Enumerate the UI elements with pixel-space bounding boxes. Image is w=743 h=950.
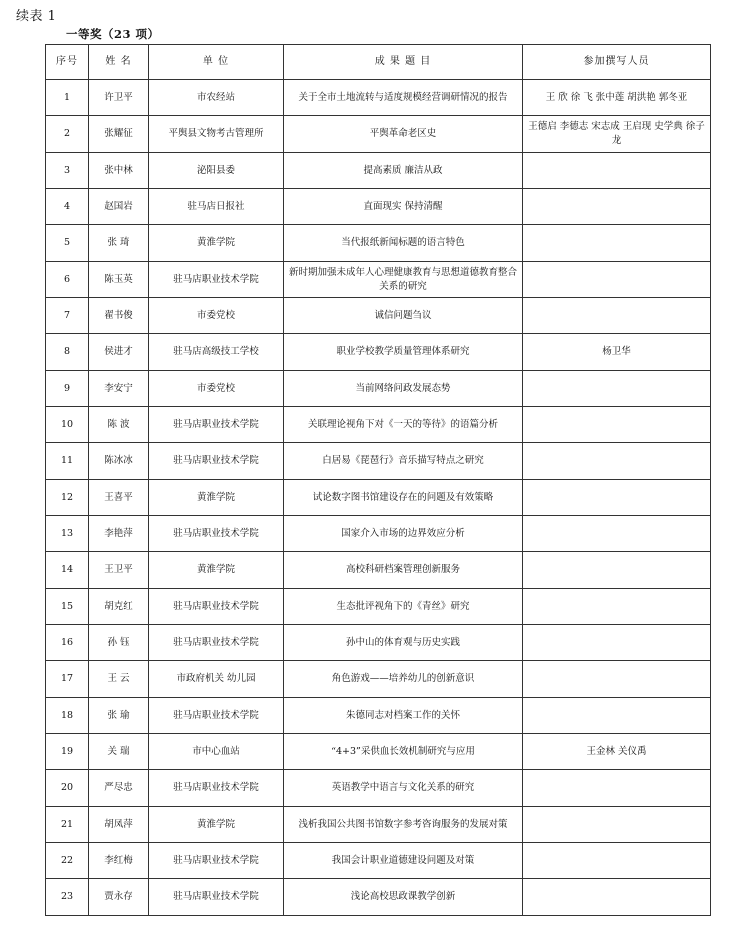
author-name-cell: 张中林 — [89, 153, 149, 189]
author-unit-cell: 黄淮学院 — [149, 807, 284, 843]
author-name-cell: 张耀征 — [89, 116, 149, 153]
table-row — [46, 298, 711, 334]
author-unit-cell: 黄淮学院 — [149, 480, 284, 516]
row-number-cell: 17 — [46, 661, 89, 698]
result-title-cell: 白居易《琵琶行》音乐描写特点之研究 — [284, 443, 523, 480]
result-title-cell: 我国会计职业道德建设问题及对策 — [284, 843, 523, 879]
result-title-cell: 浅论高校思政课教学创新 — [284, 879, 523, 916]
coauthors-cell: 王 欣 徐 飞 张中莲 胡洪艳 郭冬亚 — [523, 80, 711, 116]
author-name-cell: 孙 钰 — [89, 625, 149, 661]
table-row — [46, 407, 711, 443]
table-caption: 续表 1 — [16, 9, 57, 24]
author-unit-cell: 黄淮学院 — [149, 552, 284, 589]
row-number-cell: 7 — [46, 298, 89, 334]
coauthors-cell — [523, 189, 711, 225]
row-number-cell: 20 — [46, 770, 89, 807]
author-unit-cell: 驻马店职业技术学院 — [149, 407, 284, 443]
coauthors-cell — [523, 371, 711, 407]
award-table — [45, 44, 711, 916]
row-number-cell: 5 — [46, 225, 89, 262]
author-unit-cell: 市政府机关 幼儿园 — [149, 661, 284, 698]
table-row — [46, 552, 711, 589]
table-row — [46, 334, 711, 371]
coauthors-cell — [523, 480, 711, 516]
author-unit-cell: 驻马店职业技术学院 — [149, 698, 284, 734]
coauthors-cell — [523, 225, 711, 262]
coauthors-cell — [523, 625, 711, 661]
table-row — [46, 625, 711, 661]
result-title-cell: 当代报纸新闻标题的语言特色 — [284, 225, 523, 262]
author-unit-cell: 驻马店职业技术学院 — [149, 625, 284, 661]
author-name-cell: 王喜平 — [89, 480, 149, 516]
table-row — [46, 262, 711, 298]
table-row — [46, 443, 711, 480]
result-title-cell: 高校科研档案管理创新服务 — [284, 552, 523, 589]
row-number-cell: 12 — [46, 480, 89, 516]
author-unit-cell: 市委党校 — [149, 298, 284, 334]
header-title: 成 果 题 目 — [284, 45, 523, 80]
coauthors-cell — [523, 153, 711, 189]
author-name-cell: 陈玉英 — [89, 262, 149, 298]
author-unit-cell: 黄淮学院 — [149, 225, 284, 262]
row-number-cell: 22 — [46, 843, 89, 879]
author-unit-cell: 驻马店高级技工学校 — [149, 334, 284, 371]
row-number-cell: 10 — [46, 407, 89, 443]
coauthors-cell: 杨卫华 — [523, 334, 711, 371]
table-row — [46, 807, 711, 843]
row-number-cell: 14 — [46, 552, 89, 589]
award-level-heading: 一等奖（23 项） — [66, 27, 160, 41]
header-coauthors: 参加撰写人员 — [523, 45, 711, 80]
author-name-cell: 陈冰冰 — [89, 443, 149, 480]
table-row — [46, 480, 711, 516]
row-number-cell: 4 — [46, 189, 89, 225]
table-row — [46, 80, 711, 116]
author-name-cell: 严尽忠 — [89, 770, 149, 807]
row-number-cell: 19 — [46, 734, 89, 770]
coauthors-cell — [523, 407, 711, 443]
result-title-cell: 英语教学中语言与文化关系的研究 — [284, 770, 523, 807]
author-unit-cell: 驻马店职业技术学院 — [149, 443, 284, 480]
result-title-cell: 关联理论视角下对《一天的等待》的语篇分析 — [284, 407, 523, 443]
row-number-cell: 3 — [46, 153, 89, 189]
table-row — [46, 153, 711, 189]
result-title-cell: 孙中山的体育观与历史实践 — [284, 625, 523, 661]
author-name-cell: 贾永存 — [89, 879, 149, 916]
coauthors-cell: 王德启 李德志 宋志成 王启现 史学典 徐子龙 — [523, 116, 711, 153]
coauthors-cell — [523, 298, 711, 334]
coauthors-cell — [523, 516, 711, 552]
table-row — [46, 698, 711, 734]
author-name-cell: 关 瑞 — [89, 734, 149, 770]
table-row — [46, 843, 711, 879]
coauthors-cell — [523, 443, 711, 480]
row-number-cell: 15 — [46, 589, 89, 625]
award-table-header — [46, 45, 711, 80]
author-name-cell: 李红梅 — [89, 843, 149, 879]
author-unit-cell: 驻马店职业技术学院 — [149, 516, 284, 552]
author-unit-cell: 驻马店职业技术学院 — [149, 879, 284, 916]
author-unit-cell: 市农经站 — [149, 80, 284, 116]
author-unit-cell: 市委党校 — [149, 371, 284, 407]
table-row — [46, 189, 711, 225]
coauthors-cell: 王金林 关仪禹 — [523, 734, 711, 770]
author-unit-cell: 驻马店职业技术学院 — [149, 770, 284, 807]
author-name-cell: 赵国岩 — [89, 189, 149, 225]
coauthors-cell — [523, 770, 711, 807]
result-title-cell: 提高素质 廉洁从政 — [284, 153, 523, 189]
author-name-cell: 李安宁 — [89, 371, 149, 407]
row-number-cell: 18 — [46, 698, 89, 734]
table-row — [46, 879, 711, 916]
header-name: 姓 名 — [89, 45, 149, 80]
author-name-cell: 陈 波 — [89, 407, 149, 443]
header-unit: 单 位 — [149, 45, 284, 80]
row-number-cell: 23 — [46, 879, 89, 916]
author-name-cell: 王 云 — [89, 661, 149, 698]
author-unit-cell: 驻马店日报社 — [149, 189, 284, 225]
table-row — [46, 734, 711, 770]
table-row — [46, 661, 711, 698]
result-title-cell: 朱德同志对档案工作的关怀 — [284, 698, 523, 734]
row-number-cell: 1 — [46, 80, 89, 116]
author-name-cell: 王卫平 — [89, 552, 149, 589]
row-number-cell: 11 — [46, 443, 89, 480]
table-row — [46, 371, 711, 407]
result-title-cell: 生态批评视角下的《青丝》研究 — [284, 589, 523, 625]
author-name-cell: 侯进才 — [89, 334, 149, 371]
row-number-cell: 2 — [46, 116, 89, 153]
result-title-cell: “4+3”采供血长效机制研究与应用 — [284, 734, 523, 770]
row-number-cell: 21 — [46, 807, 89, 843]
result-title-cell: 试论数字图书馆建设存在的问题及有效策略 — [284, 480, 523, 516]
result-title-cell: 浅析我国公共图书馆数字参考咨询服务的发展对策 — [284, 807, 523, 843]
author-name-cell: 翟书俊 — [89, 298, 149, 334]
author-name-cell: 许卫平 — [89, 80, 149, 116]
award-table-body — [46, 80, 711, 916]
result-title-cell: 职业学校教学质量管理体系研究 — [284, 334, 523, 371]
row-number-cell: 9 — [46, 371, 89, 407]
result-title-cell: 关于全市土地流转与适度规模经营调研情况的报告 — [284, 80, 523, 116]
coauthors-cell — [523, 879, 711, 916]
table-row — [46, 589, 711, 625]
result-title-cell: 当前网络问政发展态势 — [284, 371, 523, 407]
coauthors-cell — [523, 661, 711, 698]
coauthors-cell — [523, 262, 711, 298]
row-number-cell: 16 — [46, 625, 89, 661]
author-unit-cell: 驻马店职业技术学院 — [149, 843, 284, 879]
result-title-cell: 角色游戏——培养幼儿的创新意识 — [284, 661, 523, 698]
row-number-cell: 13 — [46, 516, 89, 552]
author-unit-cell: 泌阳县委 — [149, 153, 284, 189]
author-name-cell: 胡克红 — [89, 589, 149, 625]
coauthors-cell — [523, 843, 711, 879]
author-name-cell: 张 瑜 — [89, 698, 149, 734]
table-row — [46, 225, 711, 262]
author-unit-cell: 市中心血站 — [149, 734, 284, 770]
table-row — [46, 116, 711, 153]
author-name-cell: 李艳萍 — [89, 516, 149, 552]
header-number: 序号 — [46, 45, 89, 80]
author-unit-cell: 平舆县文物考古管理所 — [149, 116, 284, 153]
coauthors-cell — [523, 552, 711, 589]
row-number-cell: 6 — [46, 262, 89, 298]
author-name-cell: 胡凤萍 — [89, 807, 149, 843]
result-title-cell: 直面现实 保持清醒 — [284, 189, 523, 225]
row-number-cell: 8 — [46, 334, 89, 371]
author-name-cell: 张 琦 — [89, 225, 149, 262]
result-title-cell: 平舆革命老区史 — [284, 116, 523, 153]
result-title-cell: 新时期加强未成年人心理健康教育与思想道德教育整合关系的研究 — [284, 262, 523, 298]
coauthors-cell — [523, 589, 711, 625]
coauthors-cell — [523, 807, 711, 843]
coauthors-cell — [523, 698, 711, 734]
table-row — [46, 770, 711, 807]
result-title-cell: 国家介入市场的边界效应分析 — [284, 516, 523, 552]
result-title-cell: 诚信问题刍议 — [284, 298, 523, 334]
author-unit-cell: 驻马店职业技术学院 — [149, 262, 284, 298]
author-unit-cell: 驻马店职业技术学院 — [149, 589, 284, 625]
header-row — [46, 45, 711, 80]
table-row — [46, 516, 711, 552]
